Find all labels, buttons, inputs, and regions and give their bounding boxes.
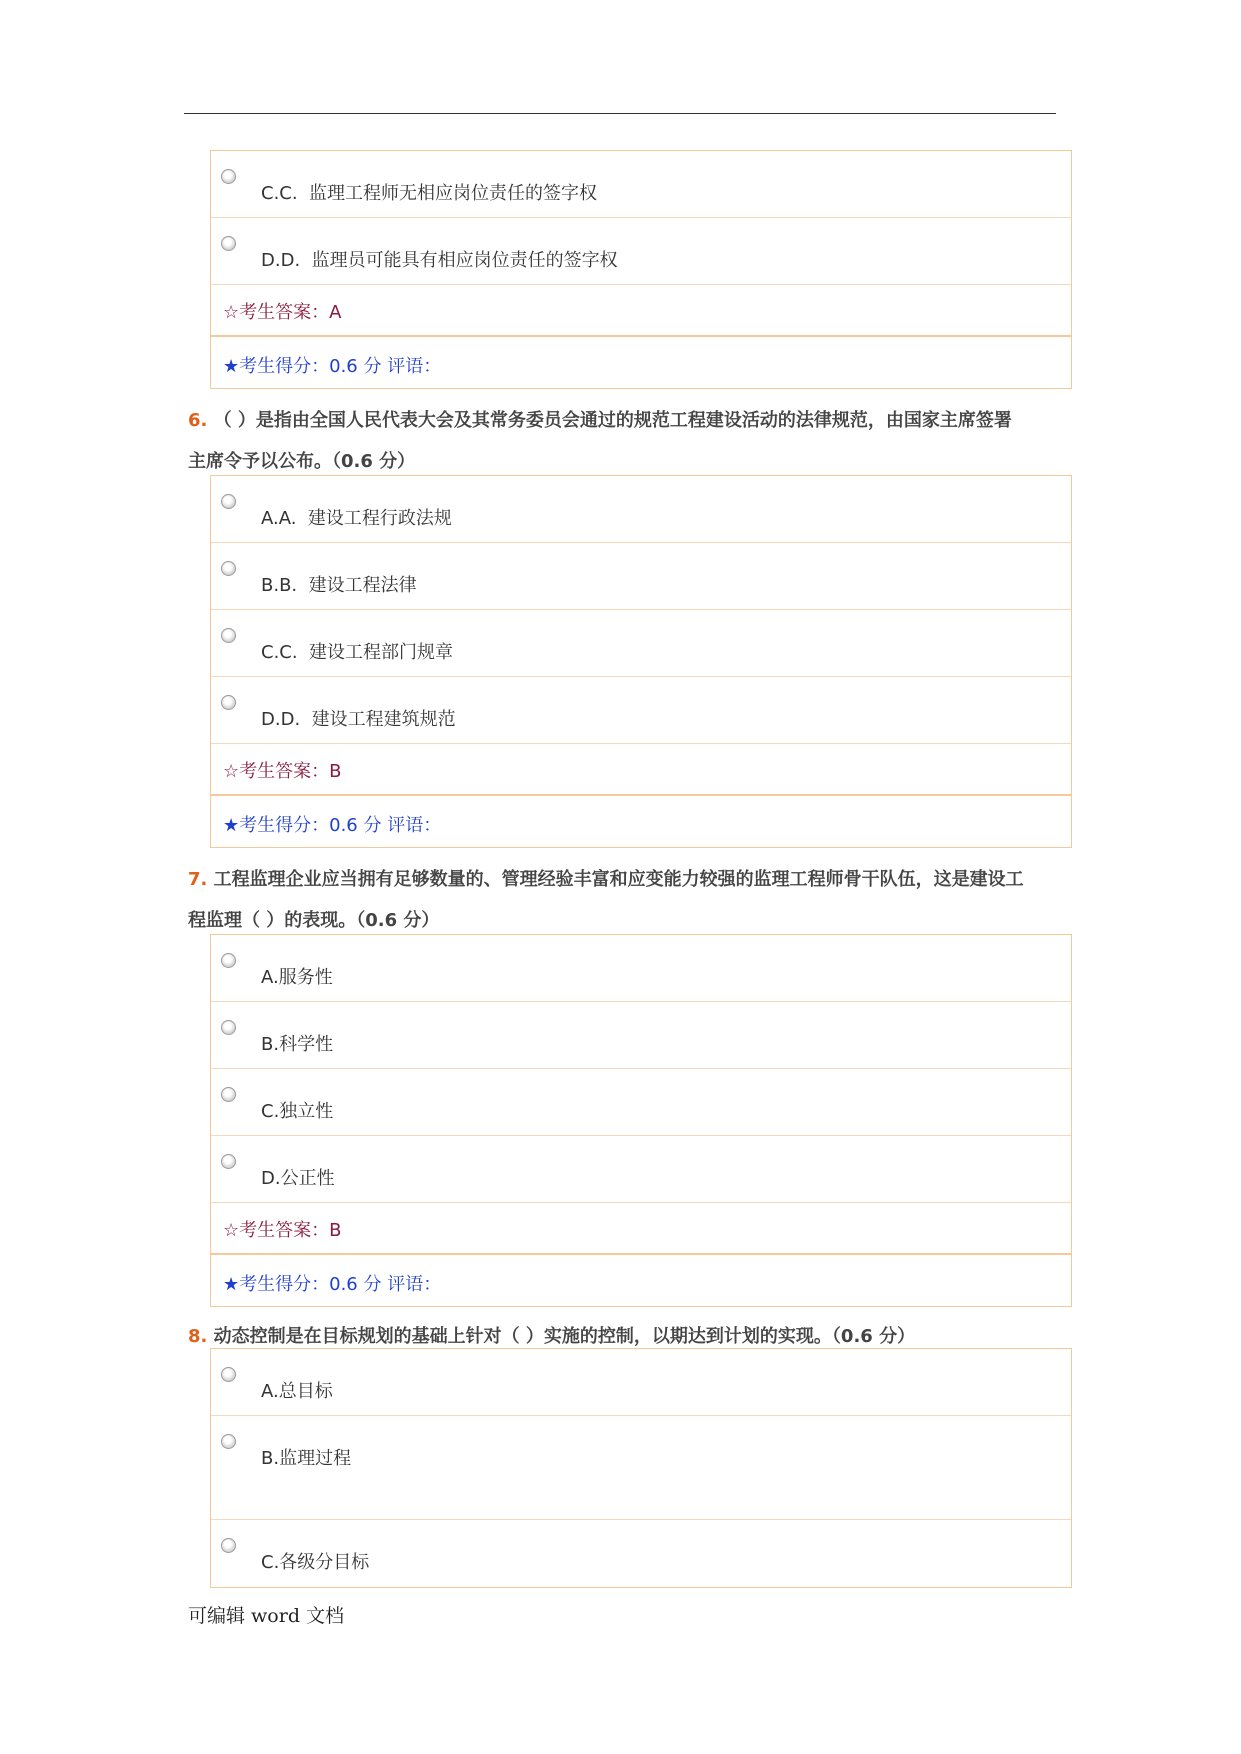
option-text: 独立性	[279, 1101, 334, 1122]
q6-option-c[interactable]	[211, 610, 1071, 677]
q6-options-box	[210, 475, 1072, 848]
q7-option-d[interactable]	[211, 1136, 1071, 1203]
option-key: A.	[261, 1381, 279, 1402]
option-text: 服务性	[278, 967, 333, 988]
q6-option-a[interactable]	[211, 476, 1071, 543]
question-number: 6.	[188, 410, 208, 431]
header-rule	[184, 113, 1056, 114]
q5-option-d[interactable]	[211, 218, 1071, 285]
option-key: A.	[261, 967, 279, 988]
option-key: C.C.	[261, 642, 298, 663]
option-text: 科学性	[279, 1034, 334, 1055]
q5-option-c[interactable]	[211, 151, 1071, 218]
q5-answer-row	[211, 285, 1071, 337]
q7-option-a[interactable]	[211, 935, 1071, 1002]
option-key: B.	[261, 1034, 280, 1055]
q7-score-row	[211, 1255, 1071, 1306]
option-key: C.	[261, 1101, 280, 1122]
option-text: 建设工程部门规章	[309, 642, 454, 663]
student-score: ★考生得分：0.6 分 评语：	[223, 356, 442, 377]
radio-icon[interactable]	[221, 1154, 236, 1169]
radio-icon[interactable]	[221, 169, 236, 184]
q7-option-b[interactable]	[211, 1002, 1071, 1069]
radio-icon[interactable]	[221, 1087, 236, 1102]
radio-icon[interactable]	[221, 1434, 236, 1449]
radio-icon[interactable]	[221, 1020, 236, 1035]
option-key: D.D.	[261, 250, 301, 271]
option-key: C.C.	[261, 183, 298, 204]
q8-option-c[interactable]	[211, 1520, 1071, 1587]
q8-options-box	[210, 1348, 1072, 1588]
q6-question	[188, 400, 1068, 482]
question-text-line1: 动态控制是在目标规划的基础上针对（ ）实施的控制，以期达到计划的实现。（0.6 分）	[213, 1326, 916, 1347]
question-number: 8.	[188, 1326, 208, 1347]
q5-options-box	[210, 150, 1072, 389]
question-text-line2: 程监理（ ）的表现。（0.6 分）	[188, 910, 440, 931]
option-text: 监理过程	[279, 1448, 352, 1469]
q6-option-b[interactable]	[211, 543, 1071, 610]
student-score: ★考生得分：0.6 分 评语：	[223, 815, 442, 836]
option-key: D.	[261, 1168, 281, 1189]
q6-answer-row	[211, 744, 1071, 796]
q6-score-row	[211, 796, 1071, 847]
option-key: B.B.	[261, 575, 298, 596]
radio-icon[interactable]	[221, 236, 236, 251]
option-text: 监理工程师无相应岗位责任的签字权	[309, 183, 598, 204]
radio-icon[interactable]	[221, 953, 236, 968]
q6-option-d[interactable]	[211, 677, 1071, 744]
question-text-line1: （ ）是指由全国人民代表大会及其常务委员会通过的规范工程建设活动的法律规范，由国家主席签署	[213, 410, 1012, 431]
option-text: 建设工程建筑规范	[311, 709, 456, 730]
q8-option-a[interactable]	[211, 1349, 1071, 1416]
question-text-line2: 主席令予以公布。（0.6 分）	[188, 451, 416, 472]
q7-option-c[interactable]	[211, 1069, 1071, 1136]
option-key: B.	[261, 1448, 280, 1469]
q7-answer-row	[211, 1203, 1071, 1255]
radio-icon[interactable]	[221, 628, 236, 643]
option-text: 建设工程法律	[308, 575, 417, 596]
option-key: A.A.	[261, 508, 297, 529]
radio-icon[interactable]	[221, 1367, 236, 1382]
option-key: D.D.	[261, 709, 301, 730]
option-text: 各级分目标	[279, 1552, 370, 1573]
option-key: C.	[261, 1552, 280, 1573]
q7-question	[188, 859, 1068, 941]
student-score: ★考生得分：0.6 分 评语：	[223, 1274, 442, 1295]
radio-icon[interactable]	[221, 561, 236, 576]
radio-icon[interactable]	[221, 695, 236, 710]
option-text: 总目标	[278, 1381, 333, 1402]
radio-icon[interactable]	[221, 494, 236, 509]
student-answer: ☆考生答案：B	[223, 761, 342, 782]
option-text: 建设工程行政法规	[307, 508, 452, 529]
student-answer: ☆考生答案：B	[223, 1220, 342, 1241]
q7-options-box	[210, 934, 1072, 1307]
question-text-line1: 工程监理企业应当拥有足够数量的、管理经验丰富和应变能力较强的监理工程师骨干队伍，这是建设工	[213, 869, 1024, 890]
page-footer: 可编辑 word 文档	[188, 1605, 345, 1627]
radio-icon[interactable]	[221, 1538, 236, 1553]
q5-score-row	[211, 337, 1071, 388]
student-answer: ☆考生答案：A	[223, 302, 342, 323]
q8-option-b[interactable]	[211, 1416, 1071, 1520]
question-number: 7.	[188, 869, 208, 890]
option-text: 公正性	[280, 1168, 335, 1189]
option-text: 监理员可能具有相应岗位责任的签字权	[311, 250, 618, 271]
